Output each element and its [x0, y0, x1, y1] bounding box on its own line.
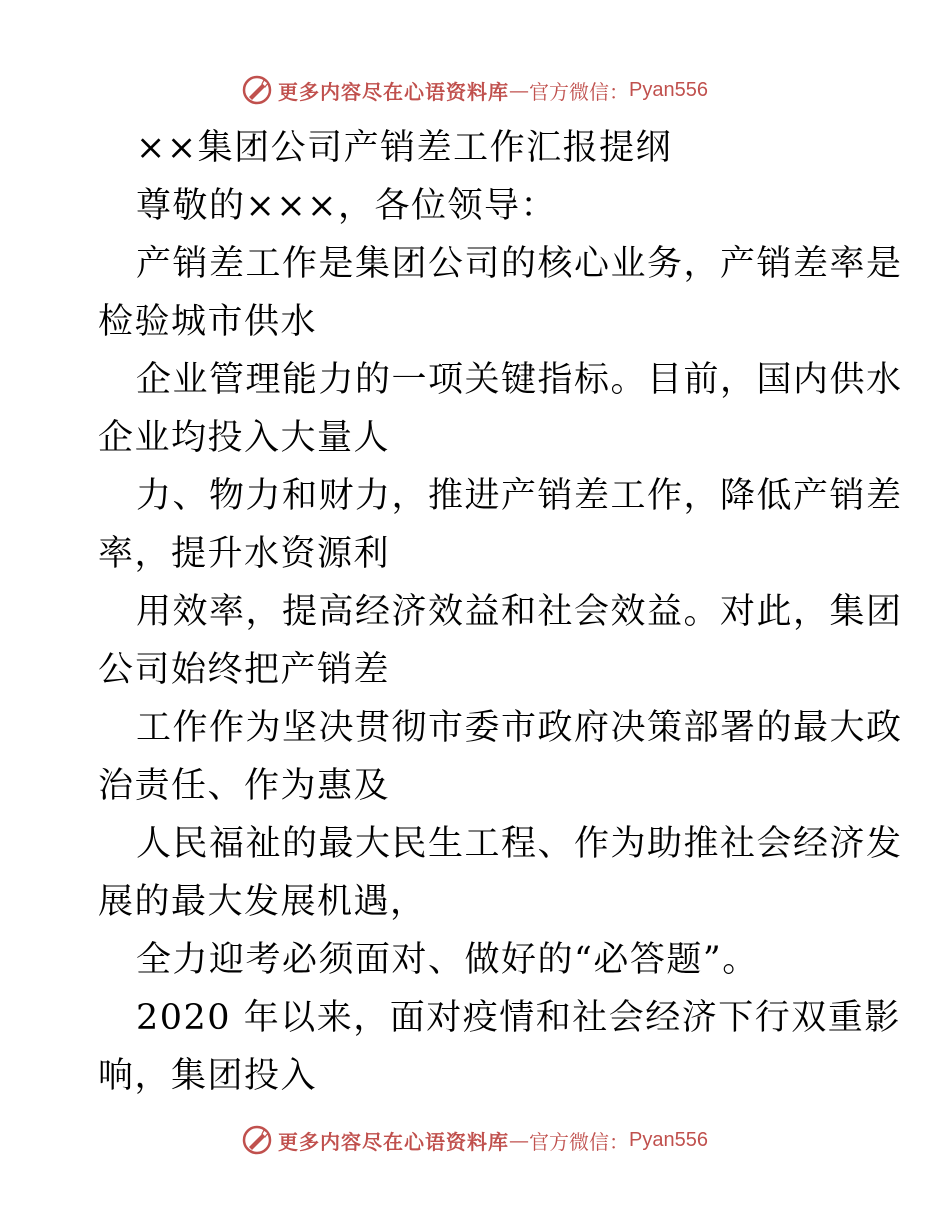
paragraph-line: 工作作为坚决贯彻市委市政府决策部署的最大政: [136, 708, 903, 748]
paragraph-line: 企业均投入大量人: [98, 418, 391, 458]
banner-dash: —: [509, 78, 530, 102]
banner-dash: —: [509, 1128, 530, 1152]
paragraph-line: 力、物力和财力，推进产销差工作，降低产销差: [136, 476, 903, 516]
banner-wechat-label: 官方微信：: [529, 79, 630, 104]
salutation: 尊敬的×××，各位领导：: [136, 186, 557, 226]
paragraph-line: 检验城市供水: [98, 302, 318, 342]
paragraph-line: 产销差工作是集团公司的核心业务，产销差率是: [136, 244, 903, 284]
paragraph-line: 2020 年以来，面对疫情和社会经济下行双重影: [136, 998, 901, 1038]
paragraph-line: 响，集团投入: [98, 1056, 318, 1096]
header-banner: [0, 70, 950, 110]
document-title: ××集团公司产销差工作汇报提纲: [136, 128, 673, 168]
pen-logo-icon: [242, 75, 272, 105]
banner-wechat-id: Pyan556: [629, 78, 708, 101]
paragraph-line: 展的最大发展机遇，: [98, 882, 427, 922]
pen-logo-icon: [242, 1125, 272, 1155]
banner-wechat-label: 官方微信：: [529, 1129, 630, 1154]
footer-banner: [0, 1120, 950, 1160]
paragraph-line: 企业管理能力的一项关键指标。目前，国内供水: [136, 360, 903, 400]
banner-text: 更多内容尽在心语资料库: [278, 1129, 510, 1154]
banner-text: 更多内容尽在心语资料库: [278, 79, 510, 104]
paragraph-line: 治责任、作为惠及: [98, 766, 391, 806]
paragraph-line: 全力迎考必须面对、做好的“必答题”。: [136, 940, 759, 980]
paragraph-line: 公司始终把产销差: [98, 650, 391, 690]
paragraph-line: 率，提升水资源利: [98, 534, 391, 574]
paragraph-line: 用效率，提高经济效益和社会效益。对此，集团: [136, 592, 903, 632]
paragraph-line: 人民福祉的最大民生工程、作为助推社会经济发: [136, 824, 903, 864]
banner-wechat-id: Pyan556: [629, 1128, 708, 1151]
